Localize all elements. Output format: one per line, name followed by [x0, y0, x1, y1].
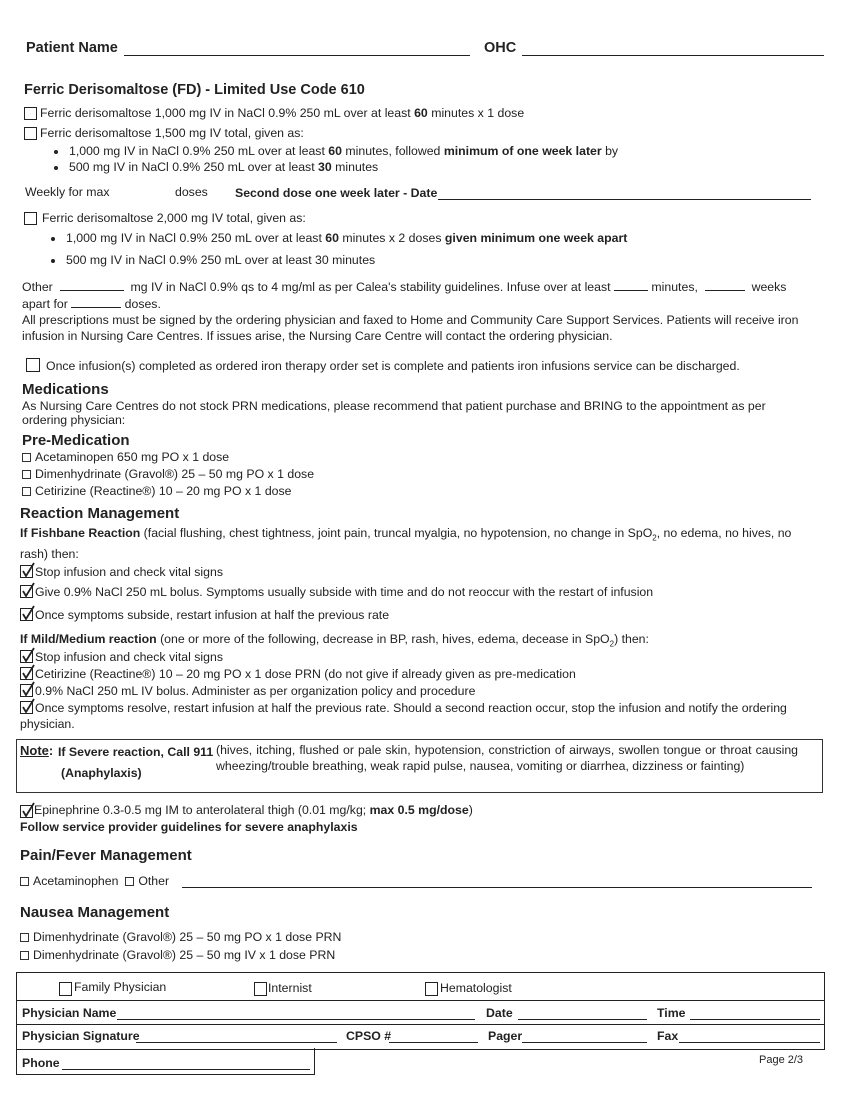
discharge-text: Once infusion(s) completed as ordered iron therapy order set is complete and patients iron infusions service can be discharged. [46, 359, 740, 373]
pain-other-field[interactable] [182, 874, 812, 888]
time-label: Time [657, 1006, 686, 1020]
infuse-minutes-field[interactable] [614, 279, 648, 291]
premed-title: Pre-Medication [22, 432, 130, 449]
bullet [54, 166, 58, 170]
mild-intro: If Mild/Medium reaction (one or more of the following, decrease in BP, rash, hives, edema, decease in SpO$_2$) then: [20, 632, 649, 649]
checked-checkbox[interactable] [20, 565, 33, 578]
mild-last-item: Once symptoms resolve, restart infusion at half the previous rate. Should a second reaction occur, stop the infusion and notify the ordering physician. [20, 701, 787, 731]
mild-item: 0.9% NaCl 250 mL IV bolus. Administer as per organization policy and procedure [35, 684, 476, 698]
checkbox[interactable] [20, 933, 29, 942]
apart-for-line: apart for doses. [22, 297, 161, 311]
time-field[interactable] [690, 1006, 820, 1020]
apart-doses-field[interactable] [71, 296, 121, 308]
prescriptions-note: All prescriptions must be signed by the ordering physician and faxed to Home and Community Care Support Services. Patients will receive iron infusion in Nursing Care Centres. If issues arise, the Nursing Care Centre will contact the ordering physician. [22, 313, 799, 343]
fishbane-item: Give 0.9% NaCl 250 mL bolus. Symptoms usually subside with time and do not reoccur with the restart of infusion [35, 585, 654, 599]
cpso-field[interactable] [389, 1029, 478, 1043]
acetaminophen-checkbox[interactable] [20, 877, 29, 886]
weekly-doses-label: doses [175, 185, 208, 199]
patient-name-label: Patient Name [26, 40, 118, 56]
fishbane-intro: If Fishbane Reaction (facial flushing, chest tightness, joint pain, truncal myalgia, no hypotension, no change in SpO$_2$, no edema, no hives, no rash) then: [20, 526, 792, 562]
severe-reaction-label: If Severe reaction, Call 911 [58, 745, 214, 759]
cpso-label: CPSO # [346, 1029, 392, 1043]
fd-2000-dose1: 1,000 mg IV in NaCl 0.9% 250 mL over at least 60 minutes x 2 doses given minimum one week apart [66, 231, 628, 245]
fd-option-1500-checkbox[interactable] [24, 127, 37, 140]
follow-guidelines-text: Follow service provider guidelines for severe anaphylaxis [20, 820, 358, 834]
pager-label: Pager [488, 1029, 523, 1043]
family-physician-label: Family Physician [74, 980, 167, 994]
fishbane-item: Once symptoms subside, restart infusion at half the previous rate [35, 608, 390, 622]
fax-label: Fax [657, 1029, 679, 1043]
date-label: Date [486, 1006, 513, 1020]
fd-section-title: Ferric Derisomaltose (FD) - Limited Use Code 610 [24, 82, 365, 98]
medications-title: Medications [22, 381, 109, 398]
nausea-title: Nausea Management [20, 904, 170, 921]
nausea-item[interactable]: Dimenhydrinate (Gravol®) 25 – 50 mg PO x 1 dose PRN [20, 930, 341, 944]
checked-checkbox[interactable] [20, 667, 33, 680]
premed-item[interactable]: Cetirizine (Reactine®) 10 – 20 mg PO x 1 dose [22, 484, 291, 498]
pain-fever-title: Pain/Fever Management [20, 847, 192, 864]
anaphylaxis-label: (Anaphylaxis) [61, 766, 142, 780]
reaction-title: Reaction Management [20, 505, 180, 522]
nausea-item[interactable]: Dimenhydrinate (Gravol®) 25 – 50 mg IV x 1 dose PRN [20, 948, 335, 962]
discharge-checkbox[interactable] [26, 358, 40, 372]
physician-signature-label: Physician Signature [22, 1029, 140, 1043]
mild-item: Stop infusion and check vital signs [35, 650, 223, 664]
pager-field[interactable] [522, 1029, 647, 1043]
bullet [54, 150, 58, 154]
bullet [51, 237, 55, 241]
fax-field[interactable] [679, 1029, 820, 1043]
weeks-field[interactable] [705, 279, 745, 291]
phone-label: Phone [22, 1056, 60, 1070]
divider [16, 1024, 825, 1025]
page-number: Page 2/3 [759, 1054, 804, 1066]
fd-option-1000-checkbox[interactable] [24, 107, 37, 120]
severe-symptoms-text: (hives, itching, flushed or pale skin, hypotension, constriction of airways, swollen tongue or throat causing wheezing/trouble breathing, weak rapid pulse, nausea, vomiting or diarrhea, dizziness or fainting) [216, 743, 798, 773]
medications-text: As Nursing Care Centres do not stock PRN medications, please recommend that patient purchase and BRING to the appointment as per ordering physician: [22, 399, 766, 427]
physician-name-label: Physician Name [22, 1006, 117, 1020]
fd-option-2000-text: Ferric derisomaltose 2,000 mg IV total, given as: [42, 211, 306, 225]
ohc-field[interactable] [522, 41, 824, 56]
checkbox[interactable] [22, 453, 31, 462]
weekly-max-label: Weekly for max [25, 185, 110, 199]
checked-checkbox[interactable] [20, 805, 33, 818]
patient-name-field[interactable] [124, 41, 470, 56]
ohc-label: OHC [484, 40, 517, 56]
checked-checkbox[interactable] [20, 585, 33, 598]
fishbane-item: Stop infusion and check vital signs [35, 565, 223, 579]
other-checkbox[interactable] [125, 877, 134, 886]
fd-1500-dose1: 1,000 mg IV in NaCl 0.9% 250 mL over at least 60 minutes, followed minimum of one week later by [69, 144, 619, 158]
mild-item: Cetirizine (Reactine®) 10 – 20 mg PO x 1 dose PRN (do not give if already given as pre-medication [35, 667, 576, 681]
checkbox[interactable] [22, 487, 31, 496]
internist-checkbox[interactable] [254, 982, 267, 996]
bullet [51, 259, 55, 263]
checked-checkbox[interactable] [20, 684, 33, 697]
physician-name-field[interactable] [117, 1006, 475, 1020]
premed-item[interactable]: Acetaminopen 650 mg PO x 1 dose [22, 450, 229, 464]
checkbox[interactable] [20, 951, 29, 960]
other-dose-field[interactable] [60, 279, 124, 291]
premed-item[interactable]: Dimenhydrinate (Gravol®) 25 – 50 mg PO x 1 dose [22, 467, 314, 481]
second-dose-date-field[interactable] [438, 186, 811, 200]
fd-option-1500-text: Ferric derisomaltose 1,500 mg IV total, given as: [40, 126, 304, 140]
epinephrine-text: Epinephrine 0.3-0.5 mg IM to anterolateral thigh (0.01 mg/kg; max 0.5 mg/dose) [34, 803, 473, 817]
fd-2000-dose2: 500 mg IV in NaCl 0.9% 250 mL over at least 30 minutes [66, 253, 376, 267]
physician-signature-field[interactable] [136, 1029, 337, 1043]
date-field[interactable] [518, 1006, 647, 1020]
checkbox[interactable] [22, 470, 31, 479]
checked-checkbox[interactable] [20, 608, 33, 621]
family-physician-checkbox[interactable] [59, 982, 72, 996]
note-label: Note: [20, 743, 54, 758]
other-dose-line: Other mg IV in NaCl 0.9% qs to 4 mg/ml as per Calea's stability guidelines. Infuse over at least minutes, weeks [22, 280, 787, 294]
second-dose-date-label: Second dose one week later - Date [235, 186, 438, 200]
phone-field[interactable] [62, 1056, 310, 1070]
hematologist-label: Hematologist [440, 981, 512, 995]
checked-checkbox[interactable] [20, 650, 33, 663]
hematologist-checkbox[interactable] [425, 982, 438, 996]
pain-options: Acetaminophen Other [20, 874, 169, 888]
internist-label: Internist [268, 981, 312, 995]
fd-option-2000-checkbox[interactable] [24, 212, 37, 225]
fd-option-1000-text: Ferric derisomaltose 1,000 mg IV in NaCl 0.9% 250 mL over at least 60 minutes x 1 dose [40, 106, 525, 120]
fd-1500-dose2: 500 mg IV in NaCl 0.9% 250 mL over at least 30 minutes [69, 160, 379, 174]
